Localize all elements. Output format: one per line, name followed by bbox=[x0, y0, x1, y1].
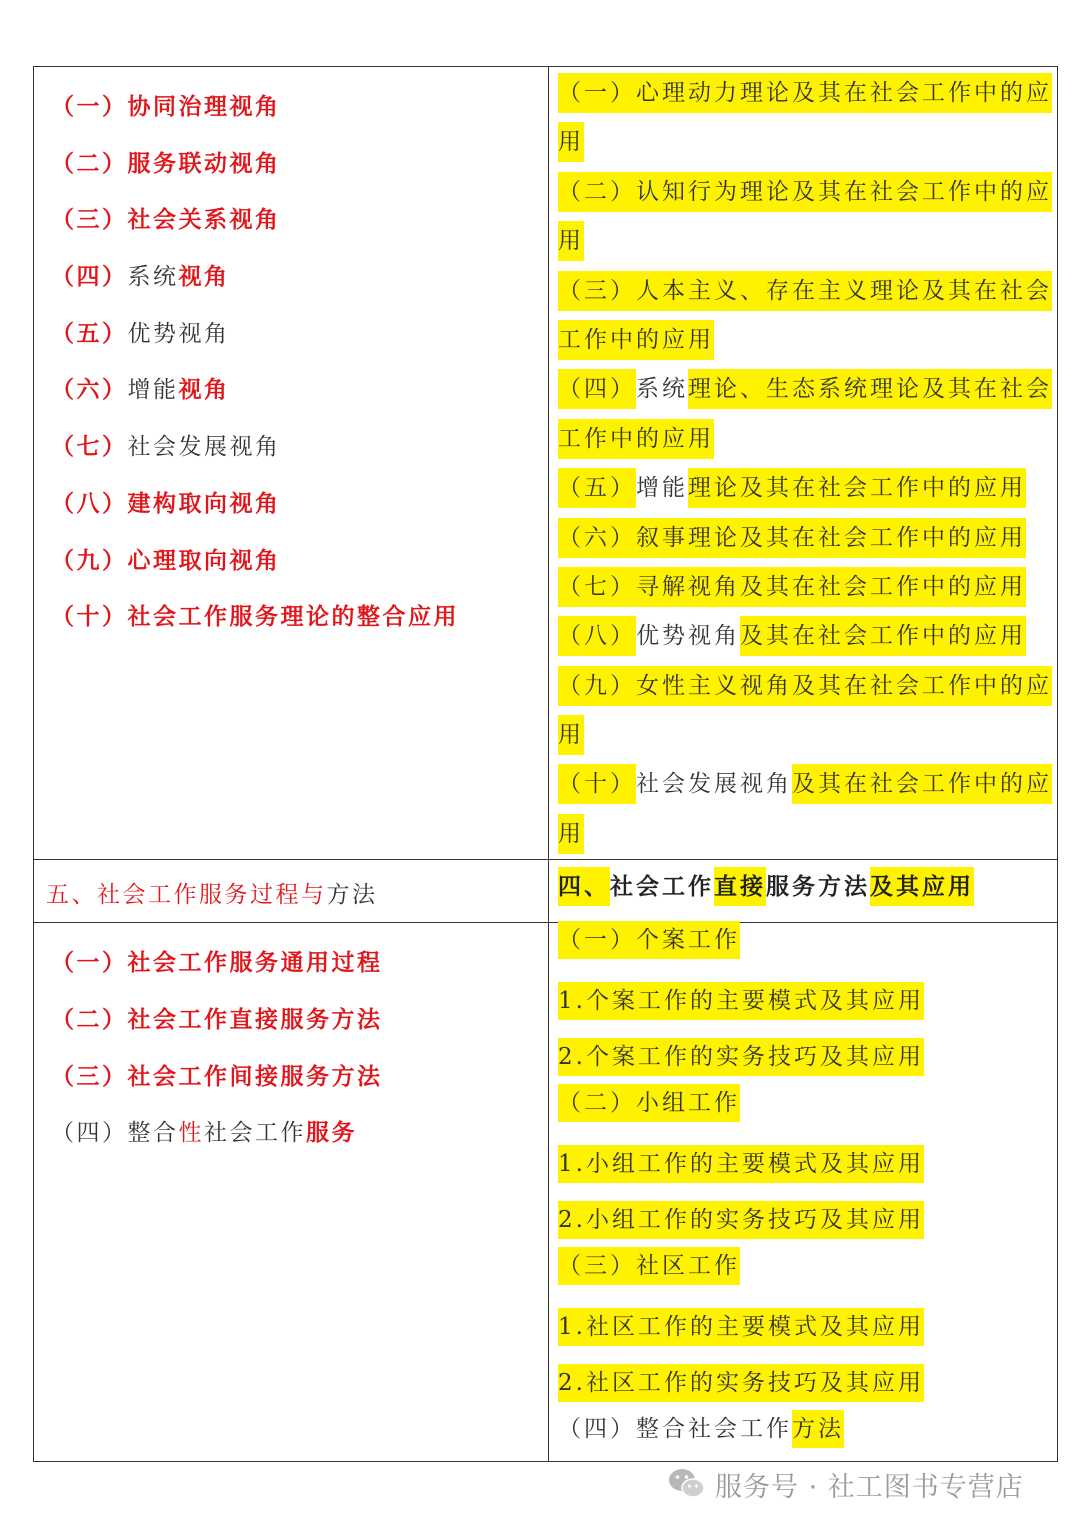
table-row-section-header bbox=[34, 860, 1058, 923]
section-right-part-b: 社会工作 bbox=[610, 873, 714, 901]
left-top-text: （五） bbox=[51, 319, 128, 347]
left-top-text: 社会发展视角 bbox=[127, 434, 281, 461]
left-top-text: 视角 bbox=[178, 376, 230, 404]
right-top-item bbox=[558, 168, 1057, 217]
left-top-text: （六） bbox=[51, 376, 128, 404]
right-top-text: 优势视角 bbox=[636, 623, 740, 650]
right-top-item bbox=[558, 514, 1057, 563]
right-bottom-text: 1.社区工作的主要模式及其应用 bbox=[558, 1308, 924, 1346]
right-top-text: （四） bbox=[558, 369, 636, 409]
left-top-text: （九）心理取向视角 bbox=[51, 546, 281, 574]
left-bottom-text: 社会工作 bbox=[204, 1120, 306, 1147]
right-top-text: （七）寻解视角及其在社会工作中的应用 bbox=[558, 567, 1026, 607]
left-top-text: 视角 bbox=[178, 263, 230, 291]
right-top-text: （十） bbox=[558, 764, 636, 804]
right-bottom-text: 方法 bbox=[792, 1410, 844, 1448]
left-cell-perspectives bbox=[34, 67, 549, 860]
left-top-item bbox=[51, 533, 548, 590]
right-bottom-item bbox=[558, 1366, 924, 1400]
left-top-text: （七） bbox=[51, 433, 128, 461]
footer-brand bbox=[667, 1462, 1024, 1506]
right-top-text: 及其在社会工作中的应 bbox=[792, 764, 1052, 804]
left-top-item bbox=[51, 136, 548, 193]
left-top-item bbox=[51, 419, 548, 476]
right-bottom-text: （三）社区工作 bbox=[558, 1247, 740, 1285]
right-top-text: 用 bbox=[558, 715, 584, 755]
right-top-text: （三）人本主义、存在主义理论及其在社会 bbox=[558, 271, 1052, 311]
right-top-text: 及其在社会工作中的应用 bbox=[740, 616, 1026, 656]
right-bottom-item bbox=[558, 1310, 924, 1344]
right-top-item bbox=[558, 415, 1057, 464]
right-top-item bbox=[558, 217, 1057, 266]
left-section-header bbox=[34, 860, 549, 923]
right-top-item bbox=[558, 69, 1057, 118]
left-perspective-list bbox=[34, 67, 548, 646]
right-top-text: （五） bbox=[558, 468, 636, 508]
section-right-part-e: 及其应用 bbox=[870, 867, 974, 906]
right-top-text: 用 bbox=[558, 814, 584, 854]
right-bottom-item bbox=[558, 984, 924, 1018]
right-bottom-text: 2.个案工作的实务技巧及其应用 bbox=[558, 1038, 924, 1076]
right-top-item bbox=[558, 662, 1057, 711]
left-top-item bbox=[51, 192, 548, 249]
right-bottom-text: 1.个案工作的主要模式及其应用 bbox=[558, 982, 924, 1020]
section-right-part-c: 直接 bbox=[714, 867, 766, 906]
right-cell-theories bbox=[549, 67, 1058, 860]
left-top-item bbox=[51, 79, 548, 136]
right-top-item bbox=[558, 612, 1057, 661]
left-bottom-text: （一）社会工作服务通用过程 bbox=[51, 949, 383, 977]
left-bottom-item bbox=[51, 1049, 548, 1106]
left-top-text: （三）社会关系视角 bbox=[51, 206, 281, 234]
right-top-text: 工作中的应用 bbox=[558, 320, 714, 360]
right-bottom-text: （一）个案工作 bbox=[558, 921, 740, 959]
right-top-text: 系统 bbox=[636, 376, 688, 403]
left-section-title bbox=[34, 860, 548, 909]
left-method-list bbox=[34, 923, 548, 1162]
right-top-text: （九）女性主义视角及其在社会工作中的应 bbox=[558, 666, 1052, 706]
section-left-part-b: 过程与 bbox=[250, 882, 327, 909]
left-top-item bbox=[51, 362, 548, 419]
right-bottom-text: （二）小组工作 bbox=[558, 1084, 740, 1122]
left-top-text: （二）服务联动视角 bbox=[51, 149, 281, 177]
right-bottom-text: 1.小组工作的主要模式及其应用 bbox=[558, 1145, 924, 1183]
wechat-icon bbox=[667, 1467, 707, 1501]
right-top-text: 用 bbox=[558, 221, 584, 261]
left-top-text: 增能 bbox=[127, 377, 179, 404]
right-bottom-item bbox=[558, 923, 740, 957]
left-top-text: （十）社会工作服务理论的整合应用 bbox=[51, 603, 459, 631]
right-top-text: 理论、生态系统理论及其在社会 bbox=[688, 369, 1052, 409]
left-bottom-item bbox=[51, 935, 548, 992]
section-left-part-c: 方法 bbox=[326, 882, 378, 909]
left-top-item bbox=[51, 589, 548, 646]
left-bottom-item bbox=[51, 1105, 548, 1162]
table-row-perspectives bbox=[34, 67, 1058, 860]
left-top-item bbox=[51, 249, 548, 306]
right-bottom-item bbox=[558, 1249, 740, 1283]
right-top-text: （一）心理动力理论及其在社会工作中的应 bbox=[558, 73, 1052, 113]
right-cell-methods bbox=[549, 923, 1058, 1462]
right-top-text: 增能 bbox=[636, 475, 688, 502]
table-row-methods bbox=[34, 923, 1058, 1462]
right-bottom-item bbox=[558, 1412, 844, 1446]
right-top-item bbox=[558, 760, 1057, 809]
right-top-text: 社会发展视角 bbox=[636, 771, 792, 798]
left-bottom-text: （四）整合 bbox=[51, 1120, 179, 1147]
left-top-text: （一）协同治理视角 bbox=[51, 93, 281, 120]
left-bottom-text: （三）社会工作间接服务方法 bbox=[51, 1062, 383, 1090]
right-top-text: （二）认知行为理论及其在社会工作中的应 bbox=[558, 172, 1052, 212]
right-bottom-text: 2.社区工作的实务技巧及其应用 bbox=[558, 1364, 924, 1402]
left-bottom-item bbox=[51, 992, 548, 1049]
left-top-text: 系统 bbox=[127, 264, 179, 291]
right-top-item bbox=[558, 711, 1057, 760]
left-top-text: （四） bbox=[51, 263, 128, 291]
right-bottom-item bbox=[558, 1086, 740, 1120]
right-bottom-text: 2.小组工作的实务技巧及其应用 bbox=[558, 1201, 924, 1239]
right-top-text: （八） bbox=[558, 616, 636, 656]
left-bottom-text: 服务 bbox=[306, 1119, 357, 1147]
right-bottom-item bbox=[558, 1147, 924, 1181]
right-top-item bbox=[558, 316, 1057, 365]
section-left-part-a: 五、社会工作服务 bbox=[46, 882, 250, 909]
right-top-text: 工作中的应用 bbox=[558, 419, 714, 459]
right-top-text: 用 bbox=[558, 122, 584, 162]
right-section-title bbox=[549, 860, 1057, 901]
comparison-table bbox=[33, 66, 1058, 1462]
left-bottom-text: （二）社会工作直接服务方法 bbox=[51, 1005, 383, 1033]
right-top-item bbox=[558, 464, 1057, 513]
left-top-item bbox=[51, 476, 548, 533]
right-top-item bbox=[558, 563, 1057, 612]
right-section-header bbox=[549, 860, 1058, 923]
section-right-part-a: 四、 bbox=[558, 867, 610, 906]
left-cell-methods bbox=[34, 923, 549, 1462]
left-top-item bbox=[51, 306, 548, 363]
right-bottom-item bbox=[558, 1203, 924, 1237]
footer-text: 服务号 · 社工图书专营店 bbox=[715, 1471, 1024, 1503]
right-theory-list bbox=[549, 67, 1057, 859]
left-bottom-text: 性 bbox=[178, 1120, 204, 1147]
right-top-item bbox=[558, 118, 1057, 167]
left-top-text: （八）建构取向视角 bbox=[51, 489, 281, 517]
left-top-text: 优势视角 bbox=[127, 320, 230, 347]
right-bottom-item bbox=[558, 1040, 924, 1074]
right-top-text: 理论及其在社会工作中的应用 bbox=[688, 468, 1026, 508]
section-right-part-d: 服务方法 bbox=[766, 873, 870, 901]
right-top-item bbox=[558, 810, 1057, 859]
right-top-item bbox=[558, 267, 1057, 316]
right-top-text: （六）叙事理论及其在社会工作中的应用 bbox=[558, 518, 1026, 558]
right-top-item bbox=[558, 365, 1057, 414]
right-bottom-text: （四）整合社会工作 bbox=[558, 1416, 792, 1443]
